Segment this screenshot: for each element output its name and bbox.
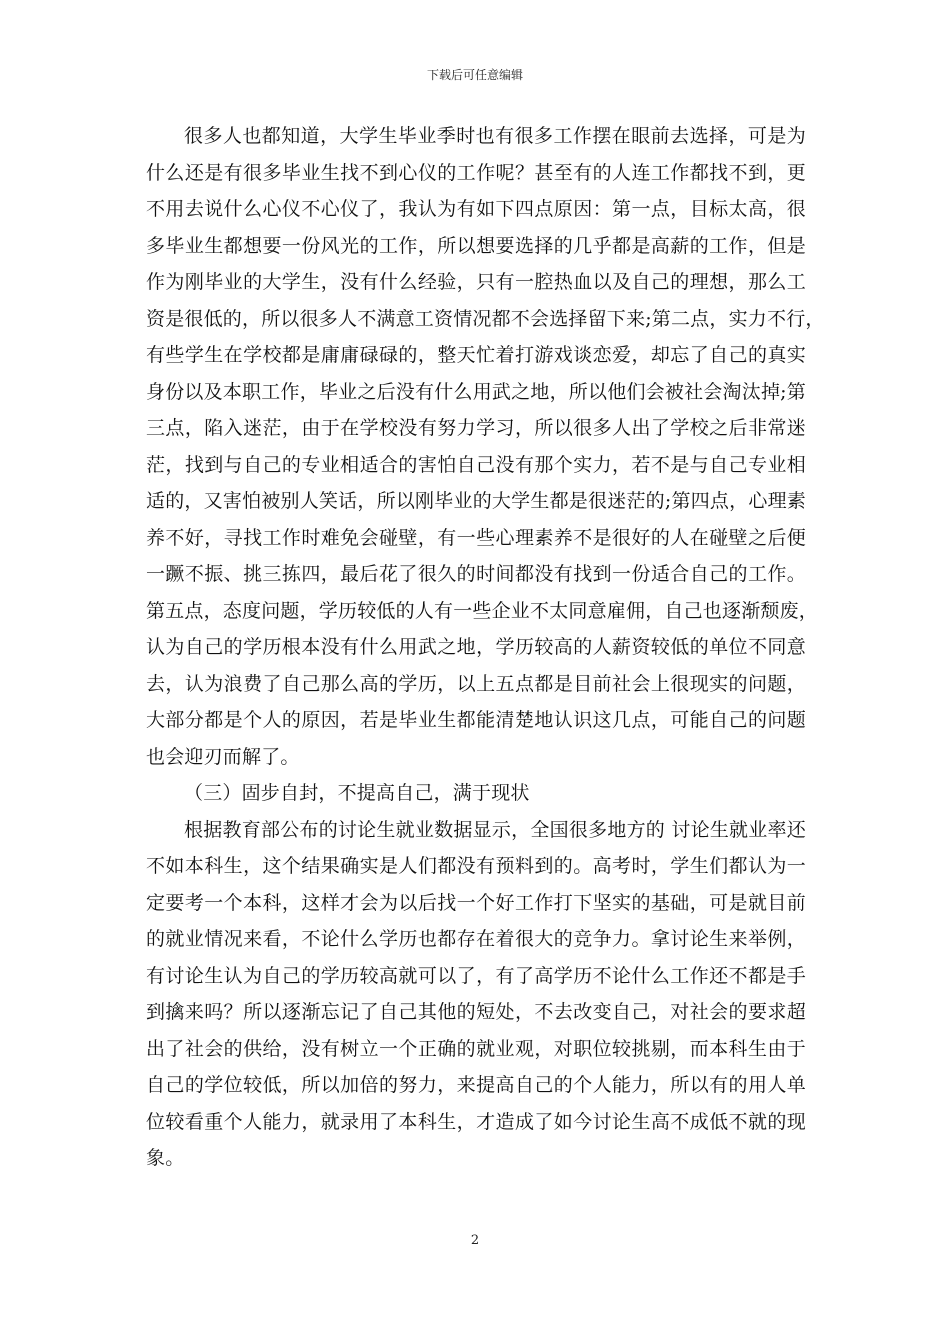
text-line: 作为刚毕业的大学生，没有什么经验，只有一腔热血以及自己的理想，那么工 bbox=[146, 271, 806, 293]
text-line: 三点，陷入迷茫，由于在学校没有努力学习，所以很多人出了学校之后非常迷 bbox=[146, 417, 806, 439]
text-line: 去，认为浪费了自己那么高的学历，以上五点都是目前社会上很现实的问题， bbox=[146, 672, 806, 695]
text-line: 第五点，态度问题，学历较低的人有一些企业不太同意雇佣，自己也逐渐颓废， bbox=[146, 599, 819, 622]
text-line: 认为自己的学历根本没有什么用武之地，学历较高的人薪资较低的单位不同意 bbox=[146, 636, 806, 658]
document-body bbox=[146, 118, 825, 1177]
text-line: 到擒来吗？所以逐渐忘记了自己其他的短处，不去改变自己，对社会的要求超 bbox=[146, 1001, 806, 1023]
page-header: 下载后可任意编辑 bbox=[426, 68, 523, 82]
text-line: 多毕业生都想要一份风光的工作，所以想要选择的几乎都是高薪的工作，但是 bbox=[146, 234, 806, 257]
text-line: 有讨论生认为自己的学历较高就可以了，有了高学历不论什么工作还不都是手 bbox=[146, 964, 806, 987]
paragraph-2 bbox=[146, 812, 806, 1177]
text-line: 不用去说什么心仪不心仪了，我认为有如下四点原因：第一点，目标太高，很 bbox=[146, 198, 806, 220]
text-line: 定要考一个本科，这样才会为以后找一个好工作打下坚实的基础，可是就目前 bbox=[146, 891, 806, 914]
text-line: 象。 bbox=[146, 1147, 185, 1169]
text-line: 大部分都是个人的原因，若是毕业生都能清楚地认识这几点，可能自己的问题 bbox=[146, 709, 806, 731]
text-line: 自己的学位较低，所以加倍的努力，来提高自己的个人能力，所以有的用人单 bbox=[146, 1074, 806, 1096]
text-line: 出了社会的供给，没有树立一个正确的就业观，对职位较挑剔，而本科生由于 bbox=[146, 1037, 806, 1060]
text-line: 根据教育部公布的讨论生就业数据显示，全国很多地方的 讨论生就业率还 bbox=[184, 818, 806, 841]
heading-line: （三）固步自封，不提高自己，满于现状 bbox=[184, 782, 530, 804]
text-line: 一蹶不振、挑三拣四，最后花了很久的时间都没有找到一份适合自己的工作。 bbox=[146, 563, 806, 585]
text-line: 很多人也都知道，大学生毕业季时也有很多工作摆在眼前去选择，可是为 bbox=[184, 125, 806, 147]
text-line: 资是很低的，所以很多人不满意工资情况都不会选择留下来;第二点，实力不行， bbox=[146, 307, 825, 330]
text-line: 不如本科生，这个结果确实是人们都没有预料到的。高考时，学生们都认为一 bbox=[146, 855, 806, 877]
text-line: 也会迎刃而解了。 bbox=[146, 745, 300, 768]
text-line: 养不好，寻找工作时难免会碰壁，有一些心理素养不是很好的人在碰壁之后便 bbox=[146, 526, 806, 549]
text-line: 的就业情况来看，不论什么学历也都存在着很大的竞争力。拿讨论生来举例， bbox=[146, 928, 806, 950]
paragraph-1 bbox=[146, 118, 825, 775]
section-heading bbox=[146, 775, 806, 812]
text-line: 适的，又害怕被别人笑话，所以刚毕业的大学生都是很迷茫的;第四点，心理素 bbox=[146, 490, 806, 512]
text-line: 身份以及本职工作，毕业之后没有什么用武之地，所以他们会被社会淘汰掉;第 bbox=[146, 380, 806, 403]
text-line: 什么还是有很多毕业生找不到心仪的工作呢？甚至有的人连工作都找不到，更 bbox=[146, 161, 806, 184]
text-line: 位较看重个人能力，就录用了本科生，才造成了如今讨论生高不成低不就的现 bbox=[146, 1110, 806, 1133]
page-number: 2 bbox=[470, 1233, 480, 1248]
text-line: 茫，找到与自己的专业相适合的害怕自己没有那个实力，若不是与自己专业相 bbox=[146, 453, 806, 476]
text-line: 有些学生在学校都是庸庸碌碌的，整天忙着打游戏谈恋爱，却忘了自己的真实 bbox=[146, 344, 806, 366]
